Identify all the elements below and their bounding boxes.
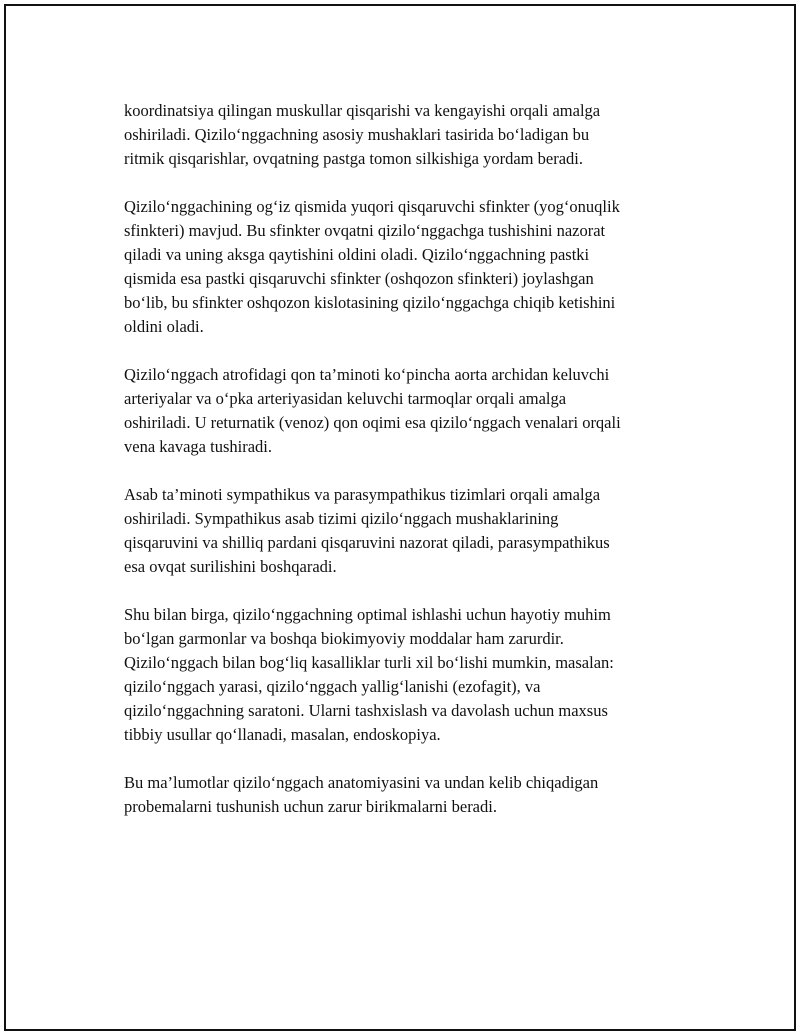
text-line: tibbiy usullar qo‘llanadi, masalan, endoskopiya. bbox=[124, 725, 441, 744]
text-line: esa ovqat surilishini boshqaradi. bbox=[124, 557, 337, 576]
paragraph-3 bbox=[124, 363, 684, 459]
text-line: qiladi va uning aksga qaytishini oldini oladi. Qizilo‘nggachning pastki bbox=[124, 245, 590, 264]
text-line: Shu bilan birga, qizilo‘nggachning optimal ishlashi uchun hayotiy muhim bbox=[124, 605, 611, 624]
paragraph-1 bbox=[124, 99, 684, 171]
text-line: bo‘lgan garmonlar va boshqa biokimyoviy moddalar ham zarurdir. bbox=[124, 629, 564, 648]
text-line: qizilo‘nggachning saratoni. Ularni tashxislash va davolash uchun maxsus bbox=[124, 701, 608, 720]
text-line: ritmik qisqarishlar, ovqatning pastga tomon silkishiga yordam beradi. bbox=[124, 149, 583, 168]
text-line: oshiriladi. Qizilo‘nggachning asosiy mushaklari tasirida bo‘ladigan bu bbox=[124, 125, 590, 144]
text-line: Asab ta’minoti sympathikus va parasympathikus tizimlari orqali amalga bbox=[124, 485, 601, 504]
paragraph-2 bbox=[124, 195, 684, 339]
text-line: Qizilo‘nggachining og‘iz qismida yuqori qisqaruvchi sfinkter (yog‘onuqlik bbox=[124, 197, 620, 216]
text-line: oshiriladi. Sympathikus asab tizimi qizilo‘nggach mushaklarining bbox=[124, 509, 559, 528]
text-line: qizilo‘nggach yarasi, qizilo‘nggach yallig‘lanishi (ezofagit), va bbox=[124, 677, 541, 696]
paragraph-5 bbox=[124, 603, 684, 747]
text-line: oldini oladi. bbox=[124, 317, 204, 336]
text-line: Qizilo‘nggach bilan bog‘liq kasalliklar turli xil bo‘lishi mumkin, masalan: bbox=[124, 653, 614, 672]
document-body bbox=[124, 99, 684, 843]
paragraph-4 bbox=[124, 483, 684, 579]
text-line: Bu ma’lumotlar qizilo‘nggach anatomiyasini va undan kelib chiqadigan bbox=[124, 773, 599, 792]
text-line: oshiriladi. U returnatik (venoz) qon oqimi esa qizilo‘nggach venalari orqali bbox=[124, 413, 621, 432]
text-line: vena kavaga tushiradi. bbox=[124, 437, 272, 456]
text-line: qismida esa pastki qisqaruvchi sfinkter (oshqozon sfinkteri) joylashgan bbox=[124, 269, 594, 288]
text-line: Qizilo‘nggach atrofidagi qon ta’minoti ko‘pincha aorta archidan keluvchi bbox=[124, 365, 610, 384]
text-line: bo‘lib, bu sfinkter oshqozon kislotasining qizilo‘nggachga chiqib ketishini bbox=[124, 293, 616, 312]
text-line: arteriyalar va o‘pka arteriyasidan keluvchi tarmoqlar orqali amalga bbox=[124, 389, 567, 408]
text-line: probemalarni tushunish uchun zarur birikmalarni beradi. bbox=[124, 797, 497, 816]
text-line: sfinkteri) mavjud. Bu sfinkter ovqatni qizilo‘nggachga tushishini nazorat bbox=[124, 221, 606, 240]
page-frame bbox=[4, 4, 796, 1031]
text-line: qisqaruvini va shilliq pardani qisqaruvini nazorat qiladi, parasympathikus bbox=[124, 533, 610, 552]
paragraph-6 bbox=[124, 771, 684, 819]
text-line: koordinatsiya qilingan muskullar qisqarishi va kengayishi orqali amalga bbox=[124, 101, 601, 120]
